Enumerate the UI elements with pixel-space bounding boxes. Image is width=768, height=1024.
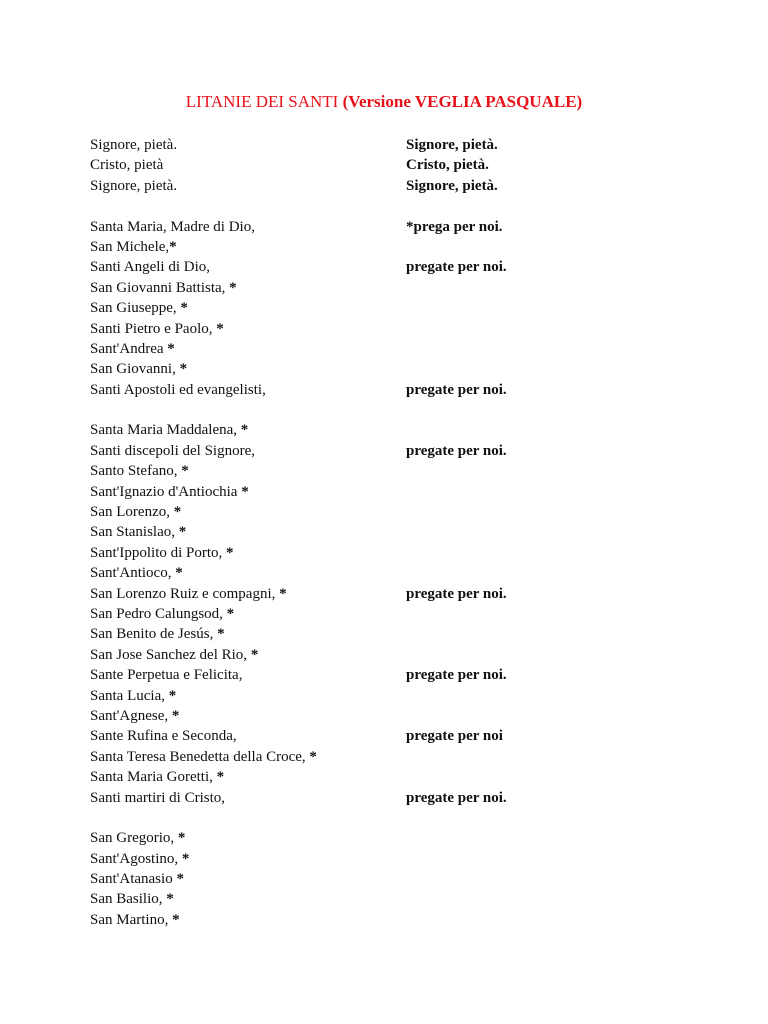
invocation: [90, 278, 406, 298]
invocation-text: Sant'Agostino,: [90, 850, 179, 867]
response: pregate per noi.: [406, 259, 507, 276]
response-marker: *: [213, 626, 225, 643]
invocation-text: Santa Maria Maddalena,: [90, 422, 238, 439]
response-marker: *: [164, 687, 177, 704]
response-marker: *: [168, 707, 180, 724]
invocation-text: San Giovanni,: [90, 361, 176, 378]
response-marker: *: [177, 463, 189, 480]
invocation-text: Santi Angeli di Dio,: [90, 259, 210, 276]
invocation-text: San Stanislao,: [90, 524, 175, 541]
invocation: [90, 624, 406, 644]
invocation: [90, 339, 406, 359]
litany-row: [90, 298, 650, 318]
litany-row: [90, 420, 650, 440]
response-marker: *: [178, 850, 190, 867]
invocation-text: Santa Maria Goretti,: [90, 769, 213, 786]
invocation: [90, 584, 406, 604]
invocation: [90, 665, 406, 685]
litany-row: [90, 278, 650, 298]
invocation: [90, 828, 406, 848]
invocation-text: Cristo, pietà: [90, 157, 164, 174]
invocation-text: San Lorenzo,: [90, 504, 170, 521]
invocation: [90, 869, 406, 889]
response-marker: *: [163, 340, 175, 357]
litany-row: [90, 359, 650, 379]
litany-row: [90, 910, 650, 930]
response-marker: *: [175, 524, 187, 541]
response: pregate per noi.: [406, 442, 507, 459]
invocation-text: Santi Apostoli ed evangelisti,: [90, 381, 266, 398]
litany-row: [90, 563, 650, 583]
invocation-text: Santo Stefano,: [90, 463, 178, 480]
response-marker: *: [162, 891, 174, 908]
invocation: [90, 645, 406, 665]
response-marker: *: [212, 320, 224, 337]
response-marker: *: [225, 279, 237, 296]
litany-row: [90, 155, 650, 175]
litany-row: [90, 869, 650, 889]
invocation: [90, 176, 406, 196]
litany-row: [90, 767, 650, 787]
invocation: [90, 217, 406, 237]
litany-group: [90, 828, 650, 930]
invocation-text: Santi martiri di Cristo,: [90, 789, 225, 806]
invocation-text: Sant'Ignazio d'Antiochia: [90, 483, 238, 500]
litany-list: [90, 135, 650, 951]
response-marker: *: [169, 504, 182, 521]
title-main: LITANIE DEI SANTI: [185, 92, 339, 111]
response: pregate per noi.: [406, 381, 507, 398]
response: *prega per noi.: [406, 218, 503, 235]
litany-row: [90, 604, 650, 624]
response: pregate per noi.: [406, 789, 507, 806]
litany-row: [90, 176, 650, 196]
invocation-text: San Benito de Jesús,: [90, 626, 214, 643]
litany-group: [90, 217, 650, 401]
invocation-text: Sant'Atanasio: [90, 871, 173, 888]
response: pregate per noi.: [406, 667, 507, 684]
litany-row: [90, 747, 650, 767]
invocation-text: Sante Perpetua e Felicita,: [90, 667, 243, 684]
invocation: [90, 482, 406, 502]
invocation-text: Signore, pietà.: [90, 137, 178, 153]
litany-row: [90, 441, 650, 461]
litany-row: [90, 502, 650, 522]
litany-row: [90, 319, 650, 339]
title-version: (Versione VEGLIA PASQUALE): [342, 92, 583, 111]
litany-row: [90, 339, 650, 359]
response: Signore, pietà.: [406, 137, 498, 153]
response: pregate per noi: [406, 728, 503, 745]
invocation: [90, 257, 406, 277]
response-marker: *: [171, 565, 183, 582]
invocation: [90, 502, 406, 522]
invocation-text: San Lorenzo Ruiz e compagni,: [90, 585, 276, 602]
invocation-text: San Martino,: [90, 911, 169, 928]
invocation: [90, 849, 406, 869]
document-title: [0, 92, 768, 112]
response-marker: *: [222, 605, 235, 622]
litany-row: [90, 461, 650, 481]
litany-row: [90, 686, 650, 706]
invocation-text: Santi discepoli del Signore,: [90, 442, 255, 459]
litany-row: [90, 624, 650, 644]
response-marker: *: [169, 238, 177, 255]
litany-row: [90, 135, 650, 155]
invocation: [90, 359, 406, 379]
invocation-text: San Gregorio,: [90, 830, 175, 847]
response-marker: *: [174, 830, 186, 847]
invocation-text: Signore, pietà.: [90, 177, 178, 194]
invocation-text: San Pedro Calungsod,: [90, 605, 223, 622]
litany-row: [90, 217, 650, 237]
invocation: [90, 441, 406, 461]
litany-group: [90, 420, 650, 807]
response: Signore, pietà.: [406, 177, 498, 194]
invocation: [90, 155, 406, 175]
invocation: [90, 319, 406, 339]
litany-row: [90, 828, 650, 848]
invocation-text: Sant'Ippolito di Porto,: [90, 544, 223, 561]
invocation: [90, 543, 406, 563]
response-marker: *: [176, 300, 188, 317]
invocation: [90, 135, 406, 155]
invocation: [90, 420, 406, 440]
invocation: [90, 522, 406, 542]
litany-row: [90, 380, 650, 400]
response-marker: *: [237, 422, 249, 439]
response-marker: *: [212, 769, 225, 786]
response-marker: *: [275, 585, 287, 602]
invocation: [90, 747, 406, 767]
response-marker: *: [237, 483, 249, 500]
invocation-text: San Michele,: [90, 238, 170, 255]
invocation-text: Santa Lucia,: [90, 687, 165, 704]
invocation-text: Santa Maria, Madre di Dio,: [90, 218, 255, 235]
invocation-text: San Giovanni Battista,: [90, 279, 226, 296]
response-marker: *: [175, 361, 188, 378]
invocation-text: Santa Teresa Benedetta della Croce,: [90, 748, 306, 765]
litany-row: [90, 849, 650, 869]
invocation-text: Sant'Agnese,: [90, 707, 169, 724]
invocation: [90, 767, 406, 787]
litany-row: [90, 706, 650, 726]
invocation: [90, 237, 406, 257]
litany-row: [90, 726, 650, 746]
invocation: [90, 563, 406, 583]
invocation: [90, 726, 406, 746]
invocation: [90, 910, 406, 930]
invocation: [90, 298, 406, 318]
invocation: [90, 686, 406, 706]
litany-row: [90, 522, 650, 542]
litany-group: [90, 135, 650, 196]
invocation-text: San Basilio,: [90, 891, 163, 908]
response-marker: *: [168, 911, 180, 928]
invocation-text: San Jose Sanchez del Rio,: [90, 646, 248, 663]
litany-row: [90, 237, 650, 257]
response-marker: *: [247, 646, 259, 663]
litany-row: [90, 788, 650, 808]
invocation-text: San Giuseppe,: [90, 300, 177, 317]
invocation: [90, 380, 406, 400]
litany-row: [90, 889, 650, 909]
response: pregate per noi.: [406, 585, 507, 602]
invocation: [90, 706, 406, 726]
response-marker: *: [305, 748, 317, 765]
invocation: [90, 788, 406, 808]
invocation: [90, 889, 406, 909]
litany-row: [90, 482, 650, 502]
response-marker: *: [172, 871, 184, 888]
litany-row: [90, 645, 650, 665]
litany-row: [90, 584, 650, 604]
invocation-text: Sante Rufina e Seconda,: [90, 728, 237, 745]
invocation: [90, 461, 406, 481]
litany-row: [90, 257, 650, 277]
litany-row: [90, 665, 650, 685]
invocation-text: Sant'Antioco,: [90, 565, 172, 582]
response: Cristo, pietà.: [406, 157, 489, 174]
response-marker: *: [222, 544, 234, 561]
invocation-text: Sant'Andrea: [90, 340, 164, 357]
invocation: [90, 604, 406, 624]
litany-row: [90, 543, 650, 563]
invocation-text: Santi Pietro e Paolo,: [90, 320, 213, 337]
